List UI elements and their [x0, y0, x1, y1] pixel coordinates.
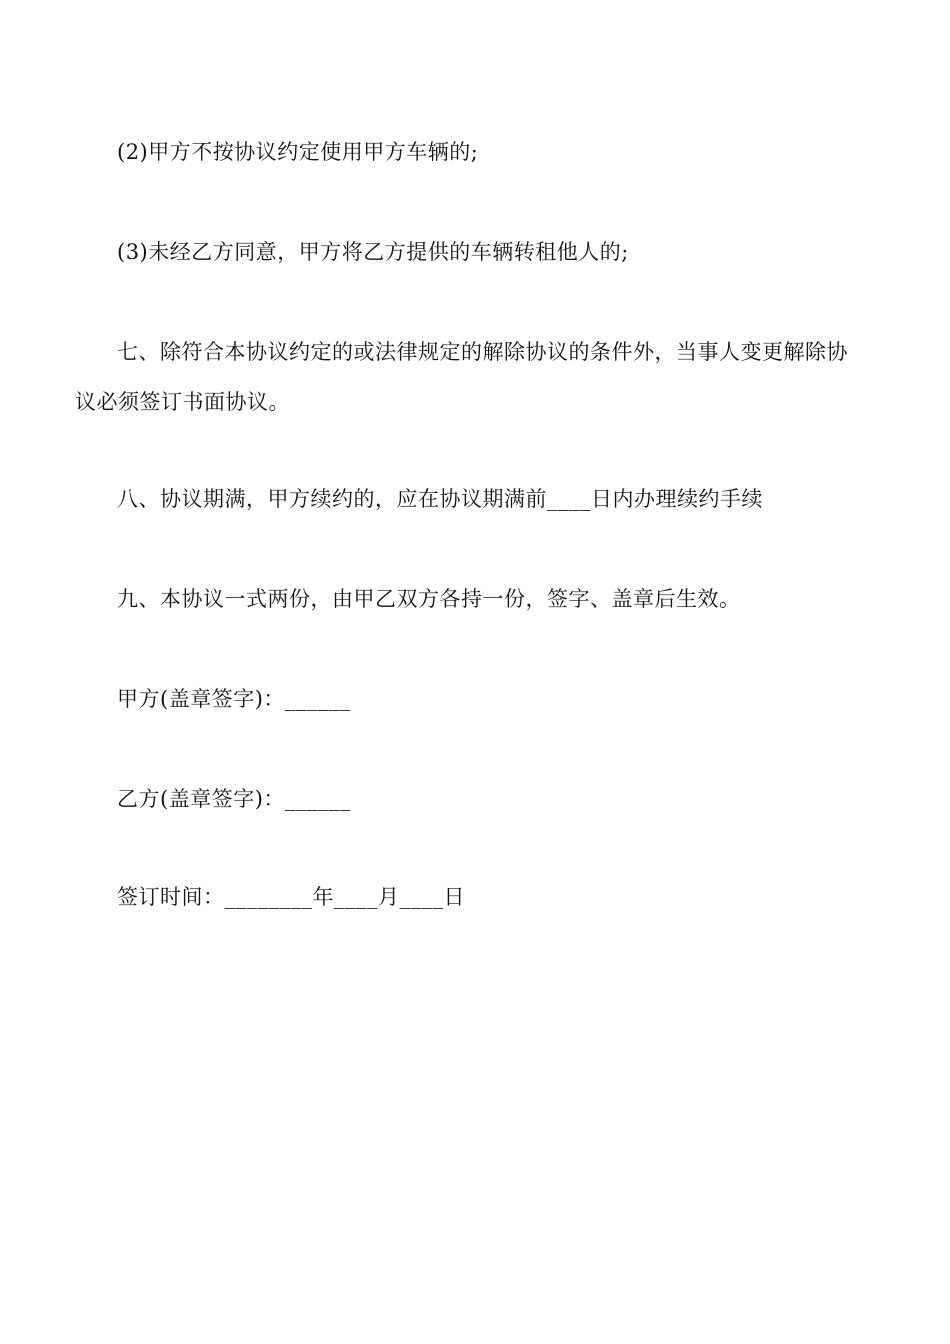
clause-9: 九、本协议一式两份，由甲乙双方各持一份，签字、盖章后生效。 [117, 587, 741, 611]
signing-date-line: 签订时间：________年____月____日 [117, 885, 465, 909]
clause-6-item-2: (2)甲方不按协议约定使用甲方车辆的; [117, 140, 479, 164]
party-a-signature-line: 甲方(盖章签字)：______ [117, 687, 351, 711]
clause-7-line-1: 七、除符合本协议约定的或法律规定的解除协议的条件外，当事人变更解除协 [117, 340, 848, 364]
clause-7-line-2: 议必须签订书面协议。 [75, 390, 290, 414]
party-b-signature-line: 乙方(盖章签字)：______ [117, 787, 351, 811]
clause-6-item-3: (3)未经乙方同意，甲方将乙方提供的车辆转租他人的; [117, 240, 629, 264]
clause-8: 八、协议期满，甲方续约的，应在协议期满前____日内办理续约手续 [117, 487, 763, 511]
